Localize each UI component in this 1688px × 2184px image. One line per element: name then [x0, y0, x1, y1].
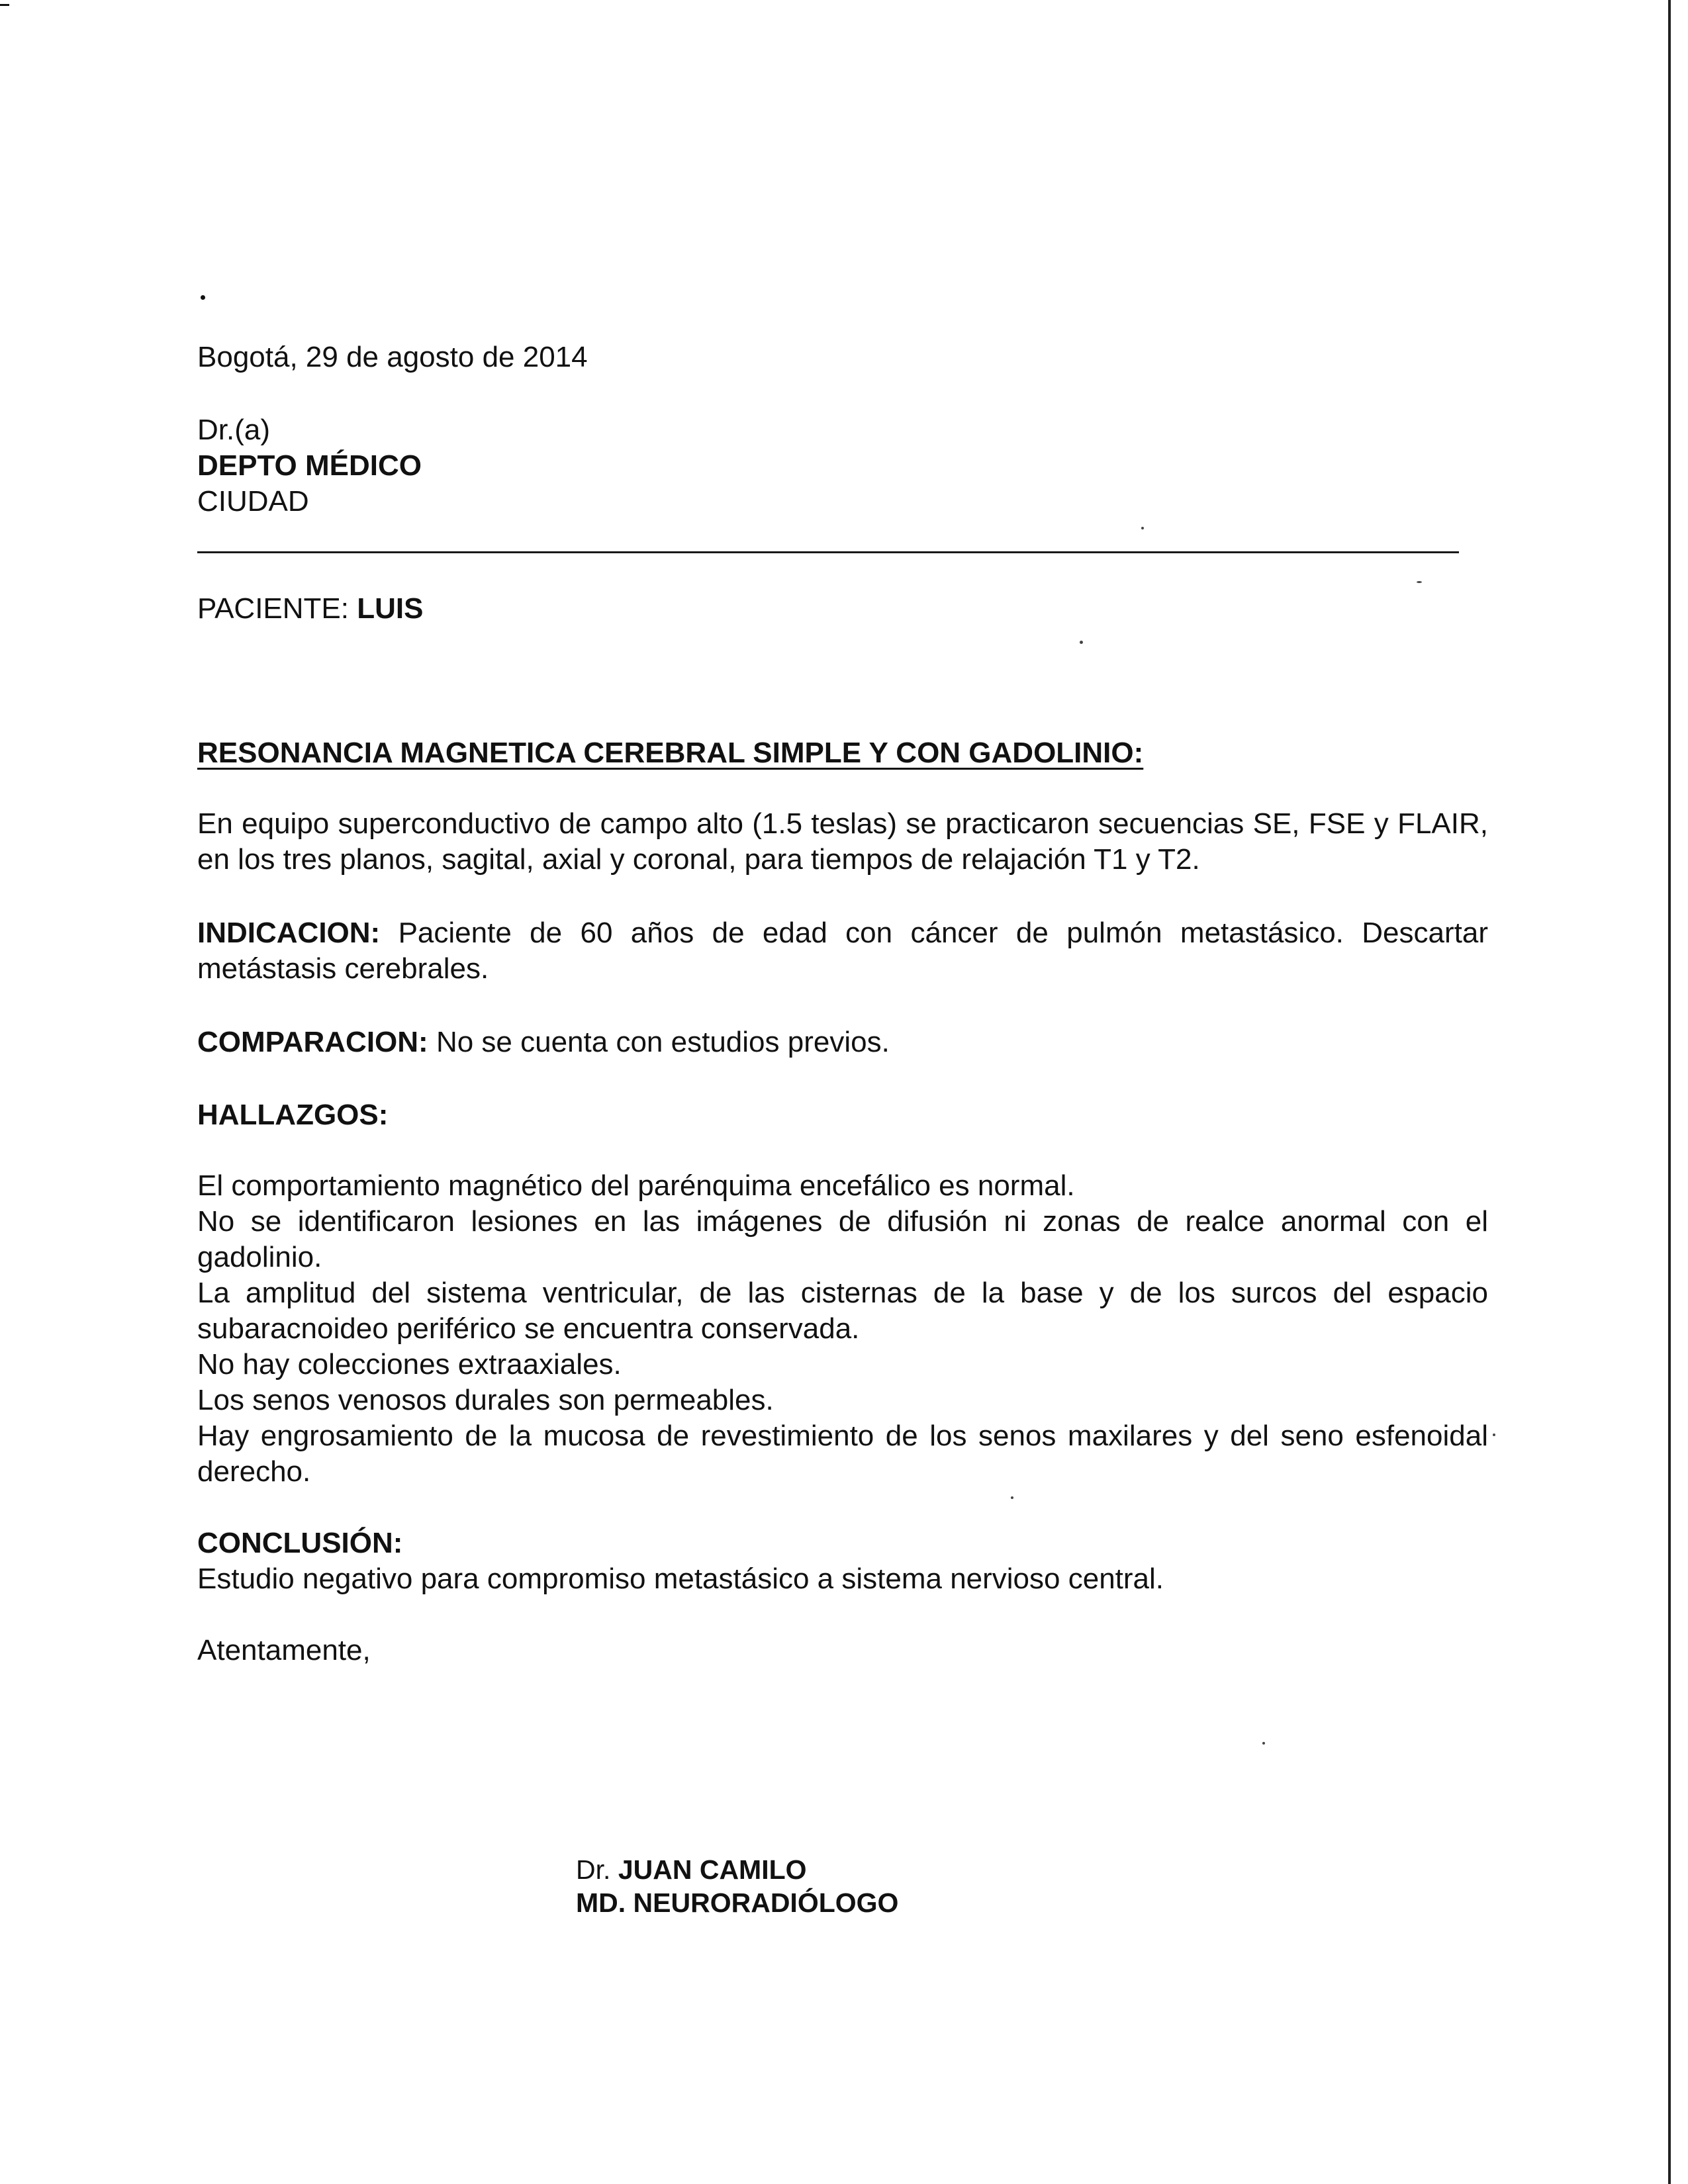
scan-speck — [1141, 527, 1144, 529]
finding-item: No hay colecciones extraaxiales. — [197, 1348, 622, 1381]
comparison-label: COMPARACION: — [197, 1026, 428, 1058]
scan-speck — [1011, 1496, 1013, 1499]
patient-name: LUIS — [357, 592, 424, 625]
finding-item: Hay engrosamiento de la mucosa de revestimiento de los senos maxilares y del seno esfenoidal derecho. — [197, 1420, 1488, 1488]
scan-edge-line — [1668, 0, 1671, 2184]
recipient-city: CIUDAD — [197, 485, 309, 518]
findings-heading: HALLAZGOS: — [197, 1099, 389, 1131]
signature-block — [576, 1853, 898, 1919]
signature-prefix: Dr. — [576, 1854, 611, 1885]
signature-name-line — [576, 1853, 898, 1886]
finding-item: El comportamiento magnético del parénquima encefálico es normal. — [197, 1169, 1075, 1202]
recipient-block — [197, 412, 1488, 520]
scan-edge-mark — [0, 4, 9, 6]
indication-label: INDICACION: — [197, 917, 381, 949]
finding-item: Los senos venosos durales son permeables. — [197, 1384, 774, 1416]
comparison-paragraph — [197, 1024, 1488, 1060]
finding-item: La amplitud del sistema ventricular, de las cisternas de la base y de los surcos del espacio subaracnoideo periférico se encuentra conservada. — [197, 1277, 1488, 1345]
recipient-salutation: Dr.(a) — [197, 414, 270, 446]
header-divider — [197, 551, 1459, 553]
comparison-text: No se cuenta con estudios previos. — [436, 1026, 890, 1058]
patient-line — [197, 591, 1488, 627]
date-line: Bogotá, 29 de agosto de 2014 — [197, 341, 588, 373]
scan-speck — [201, 295, 205, 300]
technique-paragraph: En equipo superconductivo de campo alto (1.5 teslas) se practicaron secuencias SE, FSE y FLAIR, en los tres planos, sagital, axial y coronal, para tiempos de relajación T1 y T2. — [197, 807, 1488, 876]
study-title: RESONANCIA MAGNETICA CEREBRAL SIMPLE Y CON GADOLINIO: — [197, 737, 1144, 769]
scan-speck — [1262, 1742, 1265, 1745]
conclusion-block — [197, 1525, 1488, 1597]
findings-list — [197, 1168, 1488, 1490]
closing-line: Atentamente, — [197, 1634, 371, 1666]
scan-speck — [1493, 1433, 1495, 1436]
patient-label: PACIENTE: — [197, 592, 350, 625]
conclusion-heading: CONCLUSIÓN: — [197, 1527, 403, 1559]
indication-text: Paciente de 60 años de edad con cáncer de pulmón metastásico. Descartar metástasis cerebrales. — [197, 917, 1488, 985]
scan-speck — [1417, 581, 1422, 583]
indication-paragraph — [197, 915, 1488, 987]
recipient-department: DEPTO MÉDICO — [197, 449, 422, 482]
conclusion-text: Estudio negativo para compromiso metastásico a sistema nervioso central. — [197, 1563, 1164, 1595]
signature-title: MD. NEURORADIÓLOGO — [576, 1888, 899, 1918]
finding-item: No se identificaron lesiones en las imágenes de difusión ni zonas de realce anormal con el gadolinio. — [197, 1205, 1488, 1273]
scan-speck — [1080, 641, 1083, 644]
signature-name: JUAN CAMILO — [618, 1854, 807, 1885]
